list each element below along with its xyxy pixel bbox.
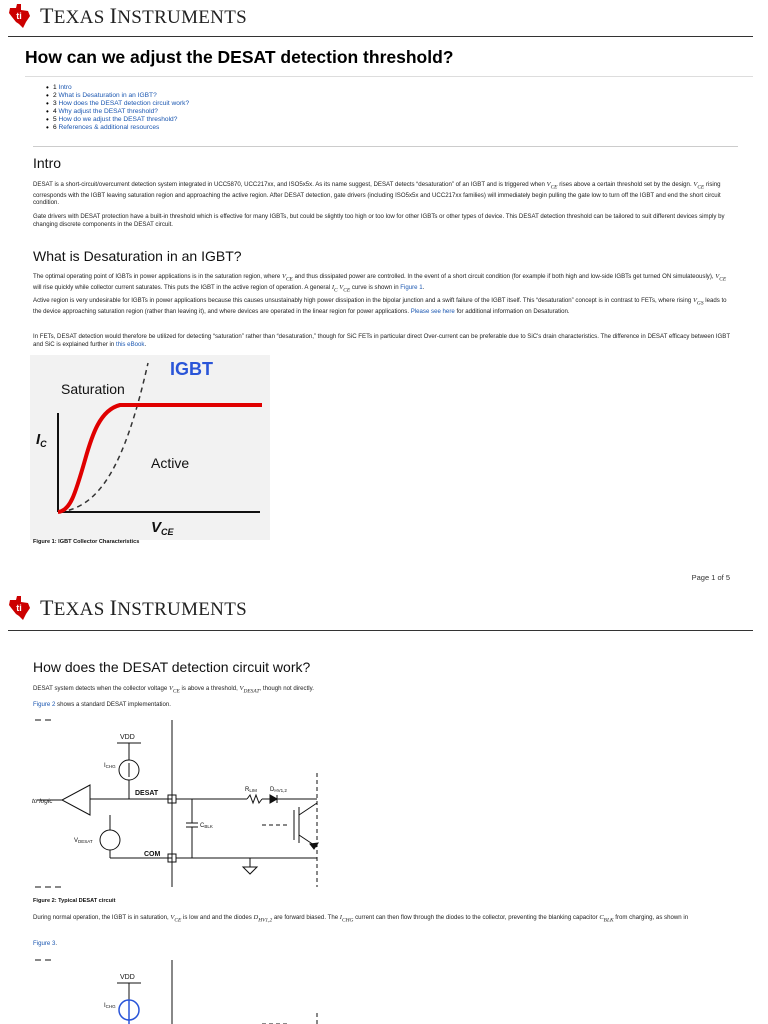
table-of-contents bbox=[53, 84, 189, 131]
svg-text:ti: ti bbox=[16, 603, 22, 613]
ichg-label: ICHG bbox=[104, 763, 116, 769]
ebook-link[interactable]: this eBook bbox=[116, 340, 145, 348]
desat-pin-label: DESAT bbox=[135, 790, 159, 797]
ichg-label: ICHG bbox=[104, 1003, 116, 1009]
page-number: Page 1 of 5 bbox=[691, 573, 730, 582]
igbt-label: IGBT bbox=[170, 359, 213, 379]
header-rule-page2 bbox=[8, 630, 753, 631]
toc-item[interactable]: • 1 Intro bbox=[53, 84, 189, 92]
ic-axis-label: $I_C$ bbox=[36, 431, 47, 449]
ti-logo bbox=[6, 1, 247, 31]
com-pin-label: COM bbox=[144, 851, 161, 858]
circuit-heading: How does the DESAT detection circuit work? bbox=[33, 659, 311, 675]
desaturation-paragraph-1: The optimal operating point of IGBTs in power applications is in the saturation region, where $V_{CE}$ and thus dissipated power are controlled. In the event of a short circuit condition (for example if both high and low-side IGBTs get turned ON simulateously), $V_{CE}$ will rise quickly while collector current saturates. This puts the IGBT in the active region of operation. A general $I_C$ $V_{CE}$ curve is shown in Figure 1. bbox=[33, 273, 727, 294]
circuit-paragraph-1: DESAT system detects when the collector voltage $V_{CE}$ is above a threshold, $V_{DESAT}$, though not directly. bbox=[33, 685, 314, 695]
header-rule bbox=[8, 36, 753, 37]
saturation-label: Saturation bbox=[61, 381, 125, 397]
vdd-label: VDD bbox=[120, 734, 135, 741]
circuit-paragraph-4: Figure 3. bbox=[33, 940, 58, 947]
igbt-characteristics-figure bbox=[30, 355, 270, 540]
desat-circuit-figure-3 bbox=[32, 955, 332, 1024]
toc-item[interactable]: • 2 What is Desaturation in an IGBT? bbox=[53, 92, 189, 100]
desat-circuit-figure bbox=[32, 715, 332, 895]
ti-logo-page2 bbox=[6, 593, 247, 623]
dhv-label: DHV1,2 bbox=[270, 787, 287, 793]
figure-3-link[interactable]: Figure 3 bbox=[33, 940, 56, 947]
figure-1-link[interactable]: Figure 1 bbox=[400, 283, 423, 291]
cblk-label: CBLK bbox=[200, 823, 213, 829]
desaturation-paragraph-3: In FETs, DESAT detection would therefore be utilized for detecting “saturation” rather than “desaturation,” though for SiC FETs in particular direct Over-current can be preferable due to SiC's drain characteristics. The difference in DESAT efficacy between IGBT and SiC is explained further in this eBook. bbox=[33, 333, 730, 348]
active-label: Active bbox=[151, 455, 190, 471]
vdesat-label: VDESAT bbox=[74, 838, 93, 844]
desaturation-paragraph-2: Active region is very undesirable for IGBTs in power applications because this causes unsustainably high power dissipation in the bipolar junction and a swift failure of the IGBT itself. This “desaturation” concept is in contrast to FETs, where rising $V_{GS}$ leads to the device approaching saturation region (rather than leaving it), and where devices are operated in the linear region for power applications. Please see here for additional information on Desaturation. bbox=[33, 297, 727, 315]
section-rule bbox=[33, 146, 738, 147]
ti-wordmark: TEXAS INSTRUMENTS bbox=[40, 3, 247, 28]
ti-state-icon bbox=[6, 594, 34, 622]
desaturation-heading: What is Desaturation in an IGBT? bbox=[33, 248, 242, 264]
ti-state-icon bbox=[6, 2, 34, 30]
intro-paragraph-2: Gate drivers with DESAT protection have a built-in threshold which is effective for many IGBTs, but could be slightly too high or too low for other IGBTs or other types of device. This DESAT detection threshold can be tailored to suit different devices simply by changing discrete components in the DESAT circuit. bbox=[33, 213, 725, 228]
please-see-here-link[interactable]: Please see here bbox=[410, 307, 455, 315]
svg-text:ti: ti bbox=[16, 11, 22, 21]
rlim-label: RLIM bbox=[245, 787, 257, 793]
intro-paragraph-1: DESAT is a short-circuit/overcurrent detection system integrated in UCC5870, UCC217xx, and ISO5x5x. As its name suggest, DESAT detects “desaturation” of an IGBT and is triggered when $V_{CE}$ rises above a certain threshold set by the design. $V_{CE}$ rising corresponds with the IGBT leaving saturation region and approaching the active region. After DESAT detection, gate drivers (including ISO5x5x and UCC217xx families) will immediately begin pulling the gate low to turn off the IGBT and end the short circuit condition. bbox=[33, 181, 721, 207]
ti-wordmark: TEXAS INSTRUMENTS bbox=[40, 595, 247, 620]
toc-item[interactable]: • 6 References & additional resources bbox=[53, 124, 189, 132]
intro-heading: Intro bbox=[33, 155, 62, 171]
figure-2-caption: Figure 2: Typical DESAT circuit bbox=[33, 898, 116, 904]
toc-item[interactable]: • 5 How do we adjust the DESAT threshold? bbox=[53, 116, 189, 124]
toc-item[interactable]: • 4 Why adjust the DESAT threshold? bbox=[53, 108, 189, 116]
to-logic-label: to logic bbox=[32, 798, 53, 805]
vdd-label: VDD bbox=[120, 974, 135, 981]
figure-2-link[interactable]: Figure 2 bbox=[33, 701, 56, 708]
circuit-paragraph-2: Figure 2 shows a standard DESAT implementation. bbox=[33, 701, 171, 708]
page-title: How can we adjust the DESAT detection threshold? bbox=[25, 47, 454, 67]
figure-1-caption: Figure 1: IGBT Collector Characteristics bbox=[33, 539, 140, 545]
circuit-paragraph-3: During normal operation, the IGBT is in saturation, $V_{CE}$ is low and and the diodes $D_{HV1,2}$ are forward biased. The $I_{CHG}$ current can then flow through the diodes to the collector, preventing the blanking capacitor $C_{BLK}$ from charging, as shown in bbox=[33, 914, 689, 924]
vce-axis-label: $V_{CE}$ bbox=[151, 519, 174, 537]
toc-item[interactable]: • 3 How does the DESAT detection circuit work? bbox=[53, 100, 189, 108]
title-rule bbox=[25, 76, 753, 77]
